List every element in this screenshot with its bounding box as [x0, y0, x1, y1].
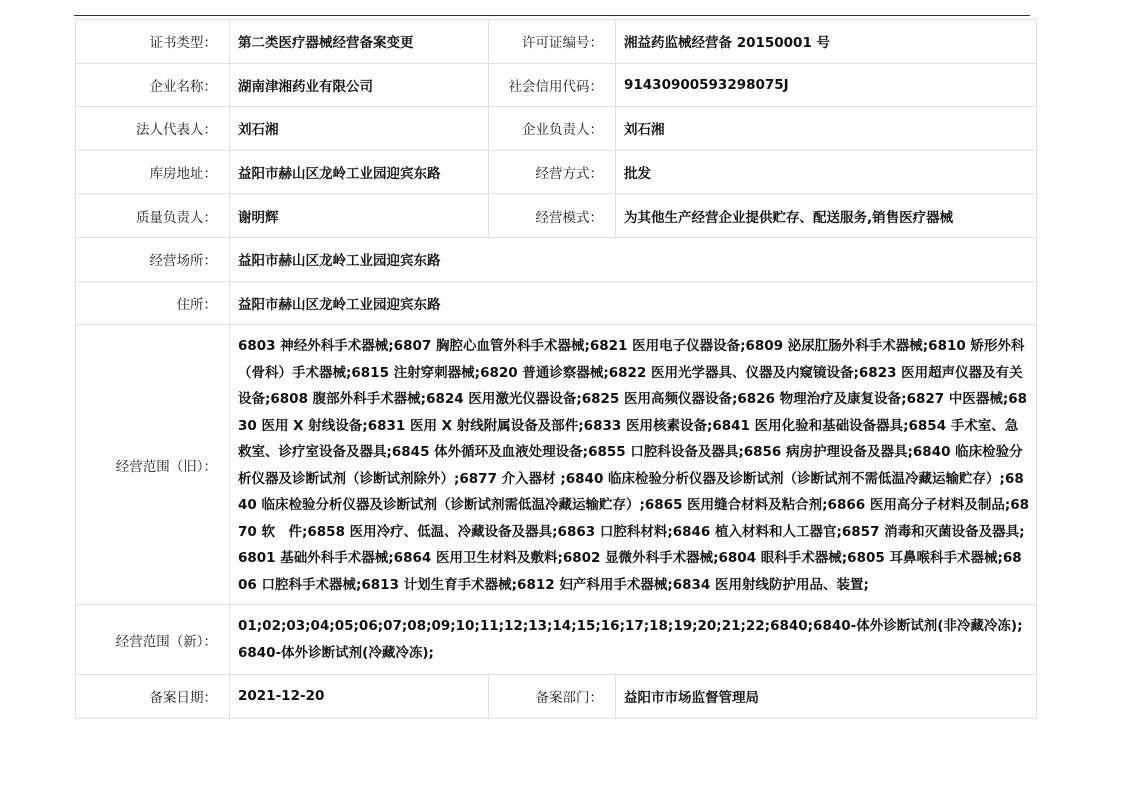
record-table — [75, 19, 1037, 719]
record-dept-value: 益阳市市场监督管理局 — [616, 675, 1037, 719]
business-mode-label: 经营模式： — [489, 194, 616, 238]
business-premises-label: 经营场所： — [76, 237, 230, 281]
legal-rep-label: 法人代表人： — [76, 107, 230, 151]
business-method-value: 批发 — [616, 150, 1037, 194]
row-cert-type — [76, 20, 1037, 64]
record-date-label: 备案日期： — [76, 675, 230, 719]
scope-new-value: 01;02;03;04;05;06;07;08;09;10;11;12;13;14;15;16;17;18;19;20;21;22;6840;6840-体外诊断试剂(非冷藏冷冻);6840-体外诊断试剂(冷藏冷冻); — [230, 605, 1037, 675]
license-no-label: 许可证编号： — [489, 20, 616, 64]
record-date-value: 2021-12-20 — [230, 675, 489, 719]
row-record — [76, 675, 1037, 719]
cert-type-value: 第二类医疗器械经营备案变更 — [230, 20, 489, 64]
scope-old-label: 经营范围（旧）： — [76, 325, 230, 605]
row-scope-new — [76, 605, 1037, 675]
residence-label: 住所： — [76, 281, 230, 325]
cert-type-label: 证书类型： — [76, 20, 230, 64]
quality-head-value: 谢明辉 — [230, 194, 489, 238]
residence-value: 益阳市赫山区龙岭工业园迎宾东路 — [230, 281, 1037, 325]
row-warehouse — [76, 150, 1037, 194]
credit-code-label: 社会信用代码： — [489, 63, 616, 107]
legal-rep-value: 刘石湘 — [230, 107, 489, 151]
license-no-value: 湘益药监械经营备 20150001 号 — [616, 20, 1037, 64]
row-company — [76, 63, 1037, 107]
scope-old-value: 6803 神经外科手术器械;6807 胸腔心血管外科手术器械;6821 医用电子仪器设备;6809 泌尿肛肠外科手术器械;6810 矫形外科（骨科）手术器械;6815 注射穿刺器械;6820 普通诊察器械;6822 医用光学器具、仪器及内窥镜设备;6823 医用超声仪器及有关设备;6808 腹部外科手术器械;6824 医用激光仪器设备;6825 医用高频仪器设备;6826 物理治疗及康复设备;6827 中医器械;6830 医用 X 射线设备;6831 医用 X 射线附属设备及部件;6833 医用核素设备;6841 医用化验和基础设备器具;6854 手术室、急救室、诊疗室设备及器具;6845 体外循环及血液处理设备;6855 口腔科设备及器具;6856 病房护理设备及器具;6840 临床检验分析仪器及诊断试剂（诊断试剂除外）;6877 介入器材 ;6840 临床检验分析仪器及诊断试剂（诊断试剂不需低温冷藏运输贮存）;6840 临床检验分析仪器及诊断试剂（诊断试剂需低温冷藏运输贮存）;6865 医用缝合材料及粘合剂;6866 医用高分子材料及制品;6870 软 件;6858 医用冷疗、低温、冷藏设备及器具;6863 口腔科材料;6846 植入材料和人工器官;6857 消毒和灭菌设备及器具;6801 基础外科手术器械;6864 医用卫生材料及敷料;6802 显微外科手术器械;6804 眼科手术器械;6805 耳鼻喉科手术器械;6806 口腔科手术器械;6813 计划生育手术器械;6812 妇产科用手术器械;6834 医用射线防护用品、装置; — [230, 325, 1037, 605]
business-method-label: 经营方式： — [489, 150, 616, 194]
scope-new-label: 经营范围（新）： — [76, 605, 230, 675]
row-premises — [76, 237, 1037, 281]
warehouse-address-label: 库房地址： — [76, 150, 230, 194]
company-name-label: 企业名称： — [76, 63, 230, 107]
company-head-label: 企业负责人： — [489, 107, 616, 151]
top-rule — [74, 15, 1030, 16]
company-head-value: 刘石湘 — [616, 107, 1037, 151]
row-scope-old — [76, 325, 1037, 605]
company-name-value: 湖南津湘药业有限公司 — [230, 63, 489, 107]
row-quality — [76, 194, 1037, 238]
row-residence — [76, 281, 1037, 325]
warehouse-address-value: 益阳市赫山区龙岭工业园迎宾东路 — [230, 150, 489, 194]
row-representatives — [76, 107, 1037, 151]
business-mode-value: 为其他生产经营企业提供贮存、配送服务,销售医疗器械 — [616, 194, 1037, 238]
quality-head-label: 质量负责人： — [76, 194, 230, 238]
business-premises-value: 益阳市赫山区龙岭工业园迎宾东路 — [230, 237, 1037, 281]
credit-code-value: 91430900593298075J — [616, 63, 1037, 107]
record-dept-label: 备案部门： — [489, 675, 616, 719]
